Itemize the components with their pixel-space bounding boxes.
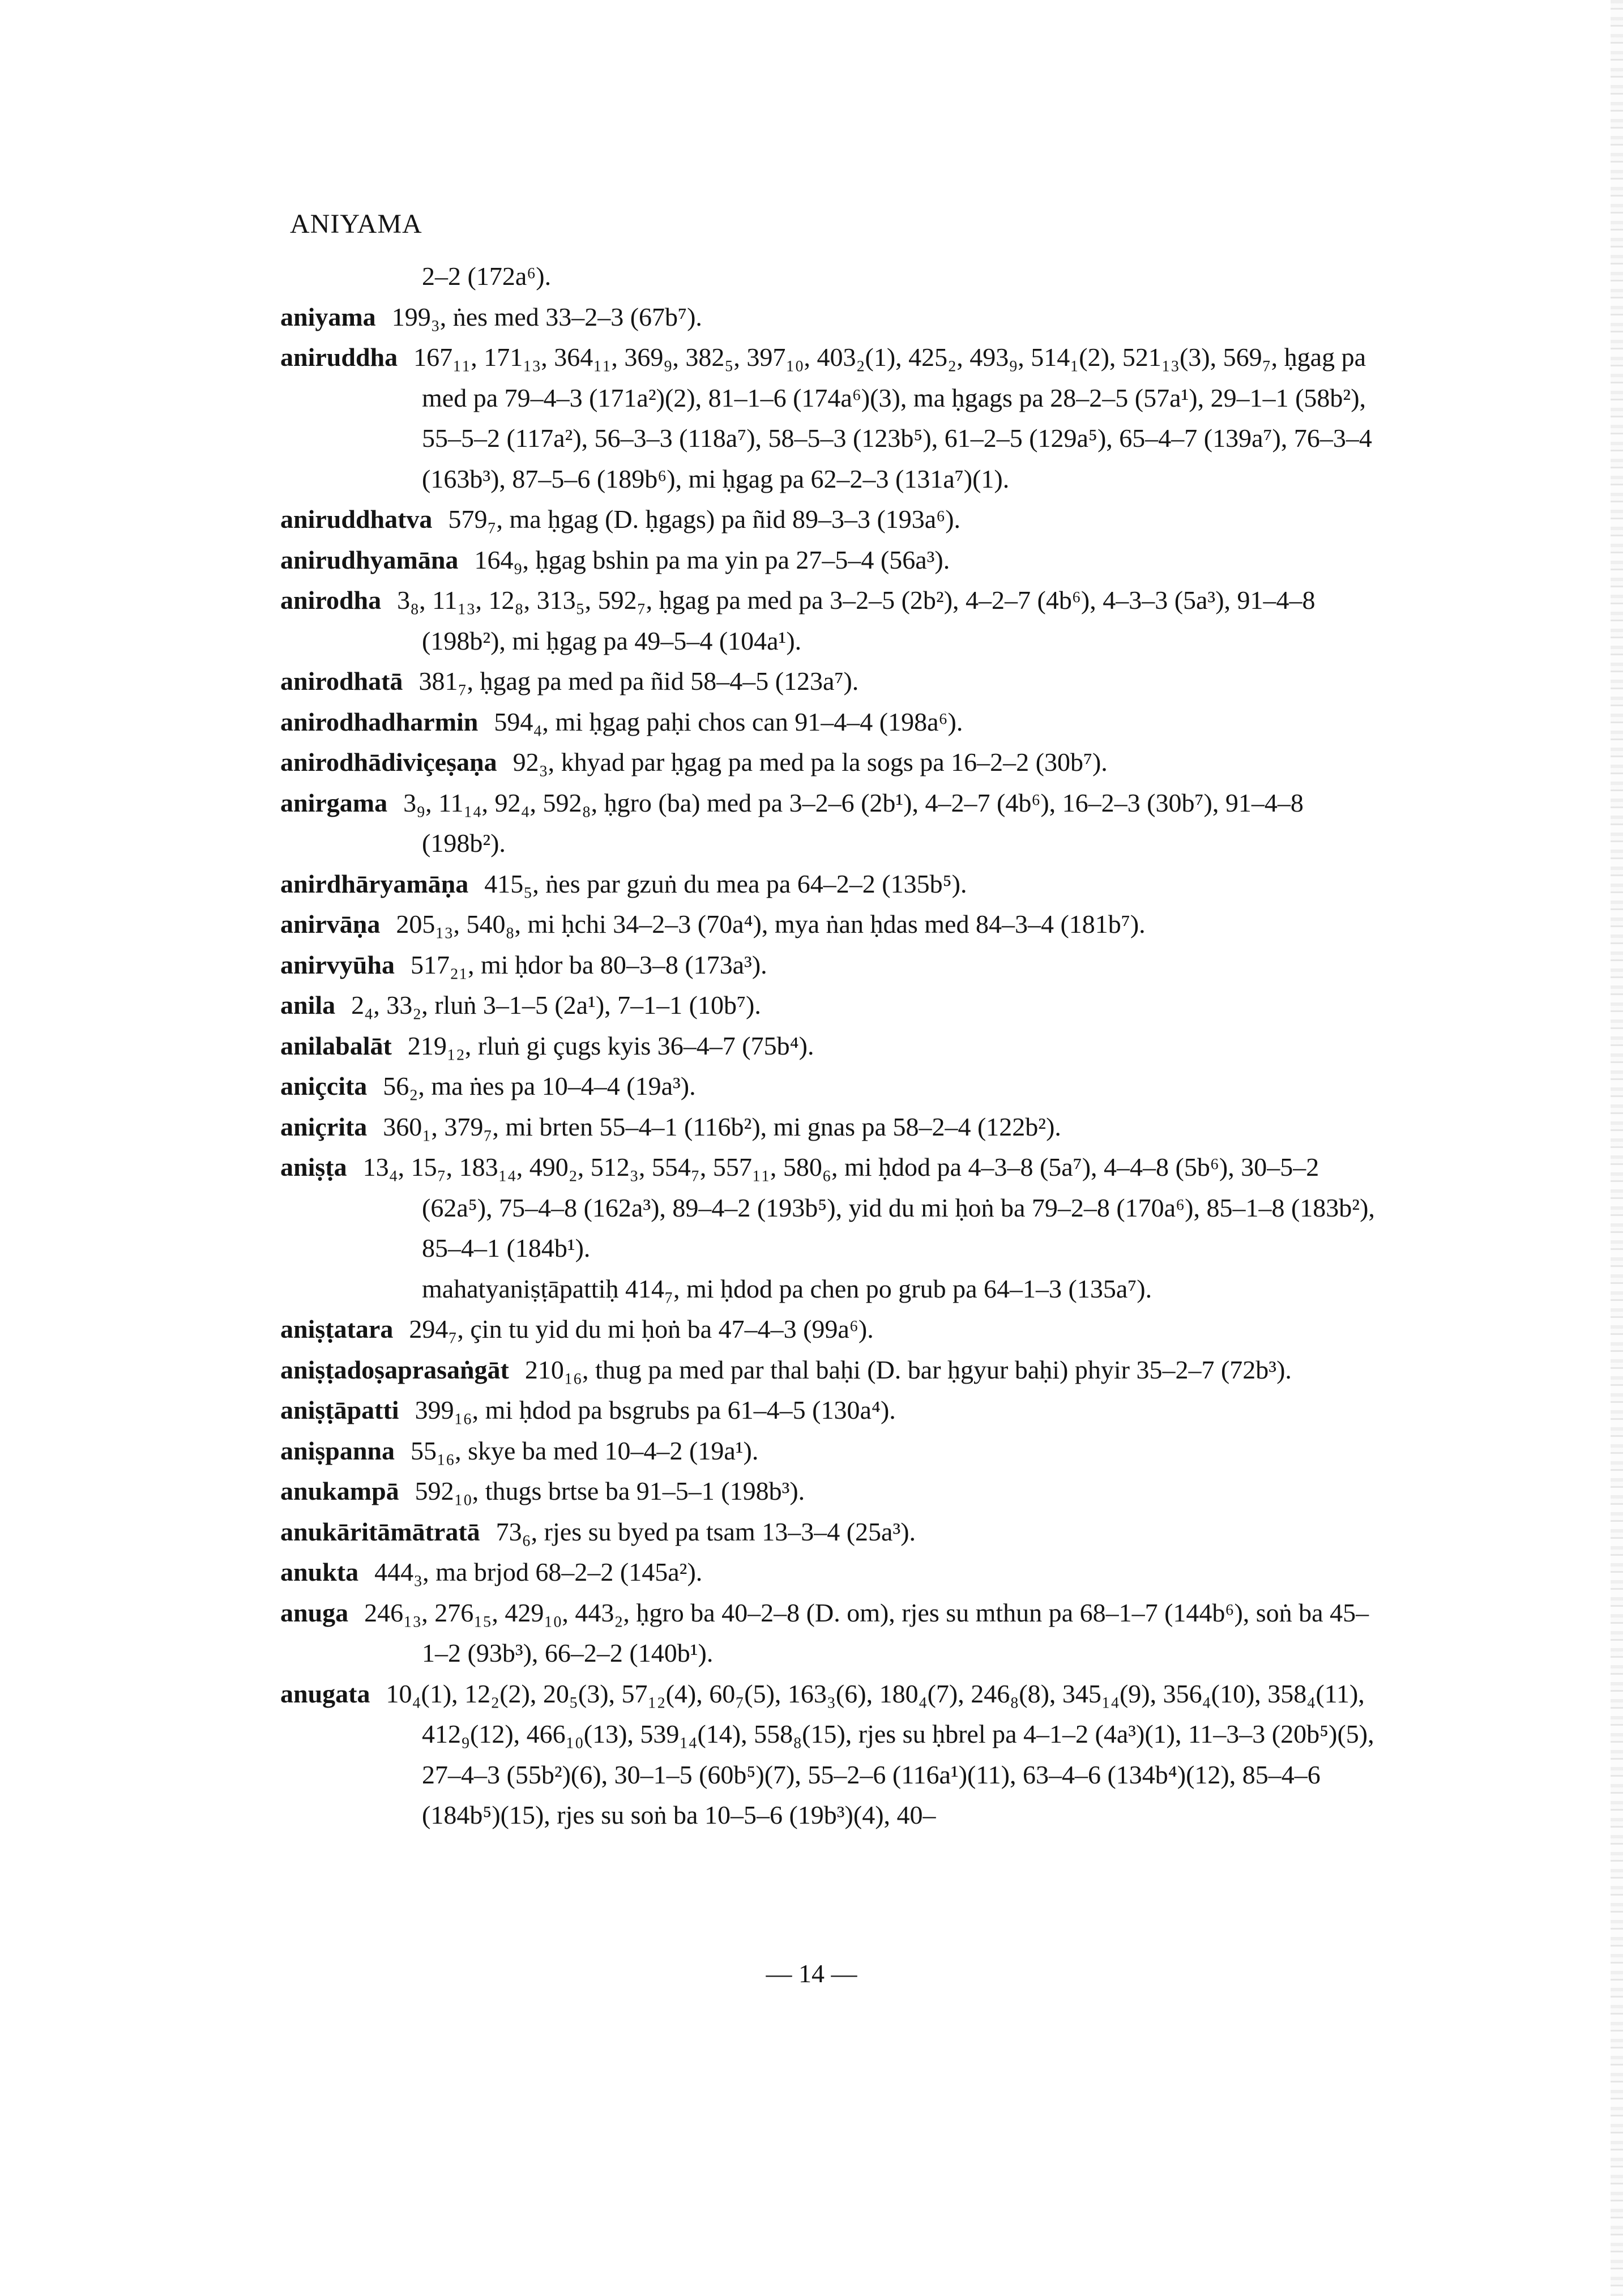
entry-headword: anirodha [280,586,382,614]
entry-headword: aniçcita [280,1072,368,1100]
entry-headword: anukampā [280,1476,399,1505]
entry-references: 294₇, çin tu yid du mi ḥoṅ ba 47–4–3 (99a⁶). [409,1315,874,1343]
sub-entry: mahatyaniṣṭāpattiḥ 414₇, mi ḥdod pa chen po grub pa 64–1–3 (135a⁷). [422,1274,1152,1303]
entry-headword: aniṣṭadoṣaprasaṅgāt [280,1355,509,1384]
entry-headword: anuga [280,1598,349,1627]
entry-headword: anirgama [280,788,388,817]
entry-references: 246₁₃, 276₁₅, 429₁₀, 443₂, ḥgro ba 40–2–8 (D. om), rjes su mthun pa 68–1–7 (144b⁶), soṅ ba 45–1–2 (93b³), 66–2–2 (140b¹). [364,1598,1369,1667]
entry-headword: anirudhyamāna [280,545,459,574]
entry-headword: aniruddhatva [280,505,433,534]
dictionary-entry [280,1107,1390,1147]
entry-headword: anirodhatā [280,667,403,695]
dictionary-entry [280,1066,1390,1107]
dictionary-entry [280,945,1390,985]
dictionary-entry [280,661,1390,702]
entry-headword: anirdhāryamāṇa [280,869,469,898]
entry-references: 73₆, rjes su byed pa tsam 13–3–4 (25a³). [496,1517,916,1546]
dictionary-entry [280,1026,1390,1066]
dictionary-entry [280,1593,1390,1674]
entry-references: 219₁₂, rluṅ gi çugs kyis 36–4–7 (75b⁴). [407,1031,814,1060]
entry-references: 92₃, khyad par ḥgag pa med pa la sogs pa 16–2–2 (30b⁷). [512,748,1108,776]
entry-references: 164₉, ḥgag bshin pa ma yin pa 27–5–4 (56a³). [474,545,950,574]
dictionary-entry [280,499,1390,540]
entry-headword: anukta [280,1557,359,1586]
entry-references: 444₃, ma brjod 68–2–2 (145a²). [374,1557,703,1586]
dictionary-entry [280,1552,1390,1593]
entry-references: 56₂, ma ṅes pa 10–4–4 (19a³). [383,1072,696,1100]
dictionary-entry [280,702,1390,742]
entry-references: 3₈, 11₁₃, 12₈, 313₅, 592₇, ḥgag pa med pa 3–2–5 (2b²), 4–2–7 (4b⁶), 4–3–3 (5a³), 91–4–8 (198b²), mi ḥgag pa 49–5–4 (104a¹). [397,586,1316,655]
entry-references: 199₃, ṅes med 33–2–3 (67b⁷). [391,302,702,331]
entries-container [280,297,1390,1836]
entry-references: 210₁₆, thug pa med par thal baḥi (D. bar ḥgyur baḥi) phyir 35–2–7 (72b³). [524,1355,1292,1384]
dictionary-entry [280,337,1390,499]
entry-headword: anirvyūha [280,950,395,979]
entry-headword: aniṣṭatara [280,1315,394,1343]
dictionary-entry [280,1350,1390,1390]
entry-references: 517₂₁, mi ḥdor ba 80–3–8 (173a³). [410,950,767,979]
dictionary-entry [280,1512,1390,1552]
entry-references: 415₅, ṅes par gzuṅ du mea pa 64–2–2 (135b⁵). [484,869,967,898]
dictionary-entry [280,1431,1390,1471]
entry-references: 55₁₆, skye ba med 10–4–2 (19a¹). [411,1436,759,1465]
scan-edge [1611,0,1623,2296]
entry-headword: aniṣṭāpatti [280,1395,399,1424]
dictionary-entry [280,985,1390,1026]
entry-references: 10₄(1), 12₂(2), 20₅(3), 57₁₂(4), 60₇(5), 163₃(6), 180₄(7), 246₈(8), 345₁₄(9), 356₄(10), 358₄(11), 412₉(12), 466₁₀(13), 539₁₄(14), 558₈(15), rjes su ḥbrel pa 4–1–2 (4a³)(1), 11–3–3 (20b⁵)(5), 27–4–3 (55b²)(6), 30–1–5 (60b⁵)(7), 55–2–6 (116a¹)(11), 63–4–6 (134b⁴)(12), 85–4–6 (184b⁵)(15), rjes su soṅ ba 10–5–6 (19b³)(4), 40– [386,1679,1374,1829]
dictionary-entry [280,580,1390,661]
continued-entry-line: 2–2 (172a⁶). [422,262,552,291]
dictionary-entry [280,1674,1390,1836]
entry-headword: anirodhadharmin [280,707,479,736]
entry-headword: anugata [280,1679,370,1708]
entry-headword: aniṣṭa [280,1153,347,1181]
entry-headword: aniṣpanna [280,1436,395,1465]
running-head: ANIYAMA [290,209,422,239]
entry-references: 592₁₀, thugs brtse ba 91–5–1 (198b³). [415,1476,805,1505]
entry-references: 167₁₁, 171₁₃, 364₁₁, 369₉, 382₅, 397₁₀, 403₂(1), 425₂, 493₉, 514₁(2), 521₁₃(3), 569₇, ḥgag pa med pa 79–4–3 (171a²)(2), 81–1–6 (174a⁶)(3), ma ḥgags pa 28–2–5 (57a¹), 29–1–1 (58b²), 55–5–2 (117a²), 56–3–3 (118a⁷), 58–5–3 (123b⁵), 61–2–5 (129a⁵), 65–4–7 (139a⁷), 76–3–4 (163b³), 87–5–6 (189b⁶), mi ḥgag pa 62–2–3 (131a⁷)(1). [413,343,1372,493]
entry-headword: aniyama [280,302,376,331]
dictionary-entry [280,864,1390,904]
entry-headword: anila [280,991,336,1019]
entry-references: 205₁₃, 540₈, mi ḥchi 34–2–3 (70a⁴), mya ṅan ḥdas med 84–3–4 (181b⁷). [396,910,1146,938]
dictionary-entry [280,1147,1390,1269]
entry-headword: aniçrita [280,1112,368,1141]
entry-headword: anilabalāt [280,1031,392,1060]
entry-headword: anirvāṇa [280,910,381,938]
dictionary-entry [280,297,1390,338]
entry-headword: aniruddha [280,343,398,372]
entry-headword: anirodhādiviçeṣaṇa [280,748,497,776]
dictionary-entry [280,1390,1390,1431]
entry-references: 360₁, 379₇, mi brten 55–4–1 (116b²), mi gnas pa 58–2–4 (122b²). [383,1112,1061,1141]
dictionary-entry [280,904,1390,945]
entry-references: 3₉, 11₁₄, 92₄, 592₈, ḥgro (ba) med pa 3–2–6 (2b¹), 4–2–7 (4b⁶), 16–2–3 (30b⁷), 91–4–8 (198b²). [403,788,1304,857]
entry-references: 2₄, 33₂, rluṅ 3–1–5 (2a¹), 7–1–1 (10b⁷). [351,991,761,1019]
dictionary-entry [280,1309,1390,1350]
dictionary-entry [280,540,1390,581]
entry-references: 399₁₆, mi ḥdod pa bsgrubs pa 61–4–5 (130a⁴). [415,1395,896,1424]
entry-references: 13₄, 15₇, 183₁₄, 490₂, 512₃, 554₇, 557₁₁, 580₆, mi ḥdod pa 4–3–8 (5a⁷), 4–4–8 (5b⁶), 30–5–2 (62a⁵), 75–4–8 (162a³), 89–4–2 (193b⁵), yid du mi ḥoṅ ba 79–2–8 (170a⁶), 85–1–8 (183b²), 85–4–1 (184b¹). [362,1153,1375,1262]
page-number: — 14 — [766,1959,857,1988]
dictionary-entry [280,783,1390,864]
dictionary-entry [280,742,1390,783]
entry-references: 381₇, ḥgag pa med pa ñid 58–4–5 (123a⁷). [418,667,859,695]
entry-list [280,256,1390,1836]
dictionary-entry [280,1471,1390,1512]
entry-references: 594₄, mi ḥgag paḥi chos can 91–4–4 (198a⁶). [494,707,963,736]
entry-headword: anukāritāmātratā [280,1517,480,1546]
entry-references: 579₇, ma ḥgag (D. ḥgags) pa ñid 89–3–3 (193a⁶). [448,505,961,534]
